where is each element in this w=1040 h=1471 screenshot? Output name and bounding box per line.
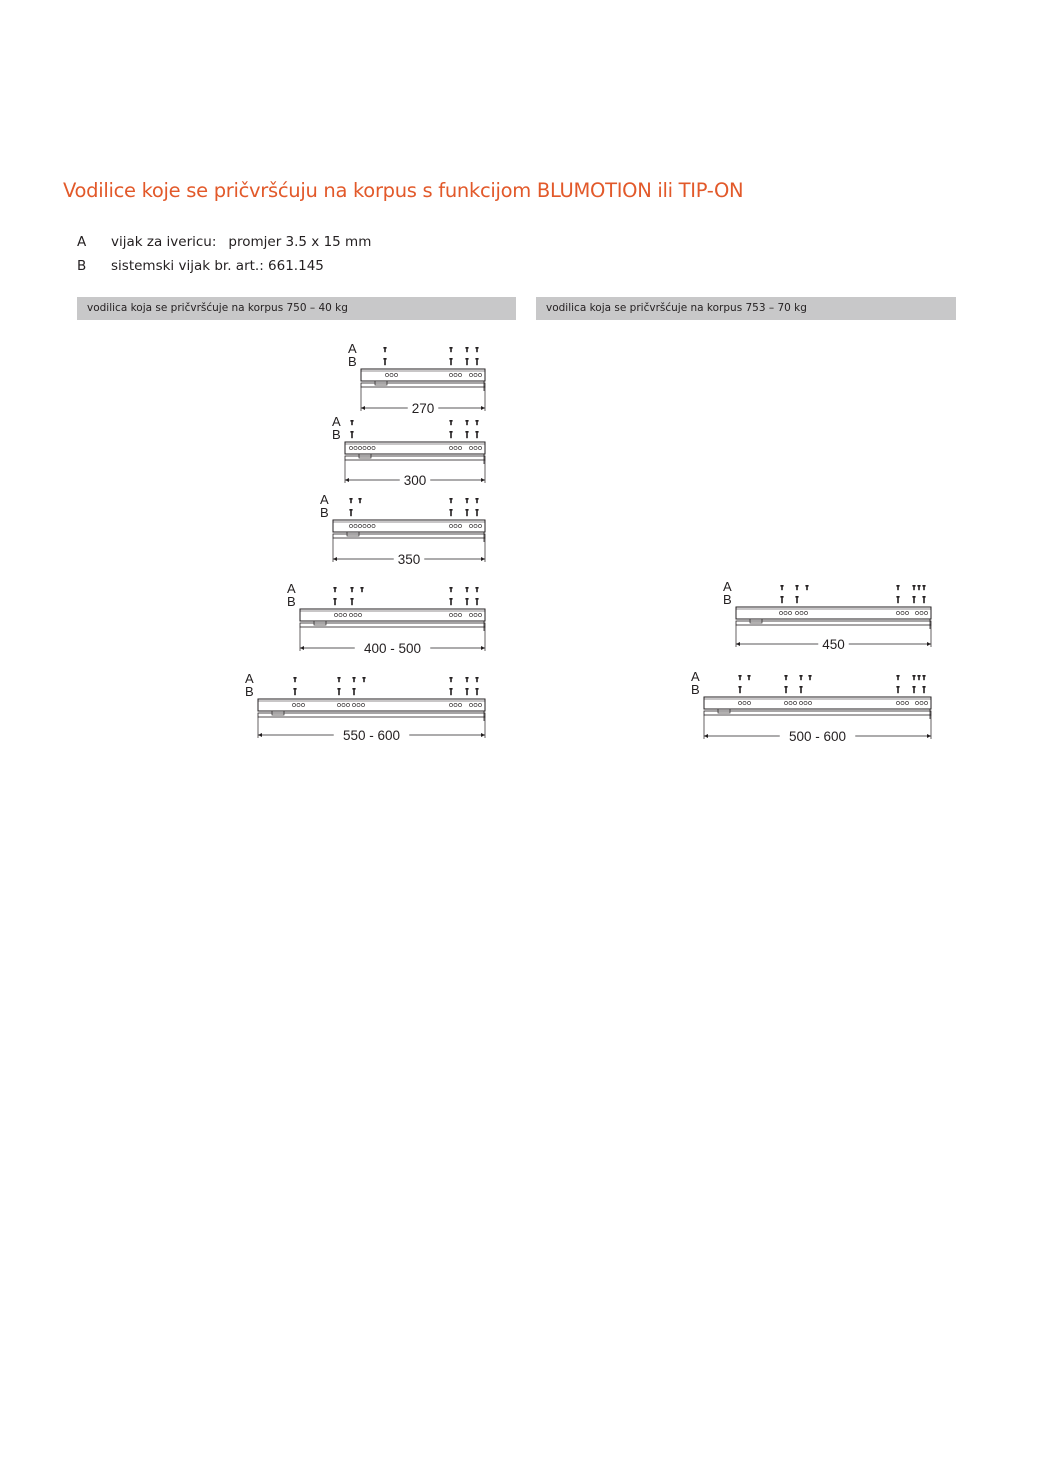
arrow-left-icon [258, 733, 262, 737]
mounting-hole [924, 611, 927, 614]
arrow-right-icon [481, 478, 485, 482]
screw-icon [349, 498, 352, 503]
label-a: A [245, 671, 254, 686]
screw-icon [360, 587, 363, 592]
screw-icon [349, 509, 352, 516]
dimension-label: 450 [822, 637, 845, 652]
arrow-right-icon [481, 406, 485, 410]
screw-icon [747, 675, 750, 680]
arrow-left-icon [736, 642, 740, 646]
screw-icon [475, 688, 478, 695]
mounting-hole [474, 613, 477, 616]
mounting-hole [896, 701, 899, 704]
mounting-hole [346, 703, 349, 706]
mounting-hole [358, 613, 361, 616]
runner-drawing [320, 492, 485, 567]
screw-icon [465, 598, 468, 605]
mounting-hole [337, 703, 340, 706]
screw-icon [475, 347, 478, 352]
mounting-hole [784, 701, 787, 704]
mounting-hole [394, 373, 397, 376]
mounting-hole [779, 611, 782, 614]
arrow-left-icon [345, 478, 349, 482]
legend-extra: promjer 3.5 x 15 mm [228, 234, 372, 250]
mounting-hole [469, 524, 472, 527]
label-b: B [287, 594, 296, 609]
mounting-hole [474, 703, 477, 706]
runner-drawing [348, 341, 485, 416]
page-title: Vodilice koje se pričvršćuju na korpus s funkcijom BLUMOTION ili TIP-ON [63, 179, 744, 202]
screw-icon [475, 431, 478, 438]
arrow-right-icon [481, 557, 485, 561]
screw-icon [912, 675, 915, 680]
arrow-right-icon [481, 733, 485, 737]
screw-icon [350, 420, 353, 425]
mounting-hole [354, 524, 357, 527]
mounting-hole [454, 373, 457, 376]
screw-icon [922, 675, 925, 680]
mounting-hole [449, 446, 452, 449]
arrow-right-icon [927, 642, 931, 646]
mounting-hole [349, 613, 352, 616]
screw-icon [352, 688, 355, 695]
dimension-label: 400 - 500 [363, 641, 422, 656]
label-b: B [245, 684, 254, 699]
mounting-hole [915, 611, 918, 614]
screw-icon [362, 677, 365, 682]
screw-icon [896, 585, 899, 590]
arrow-left-icon [300, 646, 304, 650]
screw-icon [784, 686, 787, 693]
mounting-hole [367, 446, 370, 449]
mounting-hole [458, 703, 461, 706]
screw-icon [799, 675, 802, 680]
legend-text: sistemski vijak br. art.: 661.145 [111, 258, 324, 274]
mounting-hole [743, 701, 746, 704]
screw-icon [795, 585, 798, 590]
arrow-left-icon [333, 557, 337, 561]
dimension-label: 550 - 600 [342, 728, 401, 743]
mounting-hole [367, 524, 370, 527]
screw-icon [475, 498, 478, 503]
screw-icon [922, 596, 925, 603]
mounting-hole [920, 701, 923, 704]
mounting-hole [788, 611, 791, 614]
mounting-hole [804, 701, 807, 704]
runner-rail [704, 711, 931, 715]
mounting-hole [339, 613, 342, 616]
dimension-label: 500 - 600 [788, 729, 847, 744]
screw-icon [337, 688, 340, 695]
label-a: A [287, 581, 296, 596]
screw-icon [896, 596, 899, 603]
runner-drawing [723, 579, 931, 652]
mounting-hole [343, 613, 346, 616]
label-a: A [723, 579, 732, 594]
label-b: B [320, 505, 329, 520]
screw-icon [350, 598, 353, 605]
mounting-hole [361, 703, 364, 706]
screw-icon [449, 420, 452, 425]
legend-text: vijak za ivericu: [111, 234, 217, 250]
runner-rail [300, 623, 485, 627]
mounting-hole [454, 613, 457, 616]
mounting-hole [478, 703, 481, 706]
mounting-hole [449, 373, 452, 376]
runner-drawing [287, 581, 485, 656]
mounting-hole [804, 611, 807, 614]
arrow-left-icon [704, 734, 708, 738]
mounting-hole [747, 701, 750, 704]
screw-icon [333, 598, 336, 605]
mounting-hole [789, 701, 792, 704]
runner-rail [258, 713, 485, 717]
mounting-hole [795, 611, 798, 614]
mounting-hole [738, 701, 741, 704]
mounting-hole [358, 524, 361, 527]
section-header-753: vodilica koja se pričvršćuje na korpus 753 – 70 kg [536, 297, 956, 320]
screw-icon [465, 587, 468, 592]
screw-icon [333, 587, 336, 592]
screw-icon [922, 686, 925, 693]
mounting-hole [334, 613, 337, 616]
screw-icon [896, 675, 899, 680]
legend-key: B [77, 258, 87, 274]
screw-icon [465, 420, 468, 425]
mounting-hole [363, 524, 366, 527]
mounting-hole [363, 446, 366, 449]
mounting-hole [474, 524, 477, 527]
mounting-hole [905, 611, 908, 614]
screw-icon [922, 585, 925, 590]
mounting-hole [469, 446, 472, 449]
mounting-hole [449, 524, 452, 527]
screw-icon [350, 431, 353, 438]
mounting-hole [478, 373, 481, 376]
dimension-label: 300 [403, 473, 427, 488]
arrow-right-icon [481, 646, 485, 650]
runner-drawing [245, 671, 485, 743]
screw-icon [449, 431, 452, 438]
mounting-hole [354, 446, 357, 449]
screw-icon [449, 358, 452, 365]
mounting-hole [454, 524, 457, 527]
mounting-hole [458, 446, 461, 449]
screw-icon [449, 498, 452, 503]
mounting-hole [458, 524, 461, 527]
screw-icon [917, 675, 920, 680]
screw-icon [449, 677, 452, 682]
mounting-hole [352, 703, 355, 706]
screw-icon [912, 686, 915, 693]
mounting-hole [385, 373, 388, 376]
label-a: A [320, 492, 329, 507]
mounting-hole [474, 446, 477, 449]
screw-icon [805, 585, 808, 590]
screw-icon [808, 675, 811, 680]
legend-key: A [77, 234, 87, 250]
screw-icon [475, 509, 478, 516]
screw-icon [917, 585, 920, 590]
label-b: B [723, 592, 732, 607]
screw-icon [465, 677, 468, 682]
screw-icon [912, 596, 915, 603]
screw-icon [780, 585, 783, 590]
mounting-hole [301, 703, 304, 706]
screw-icon [449, 509, 452, 516]
screw-icon [795, 596, 798, 603]
mounting-hole [901, 701, 904, 704]
screw-icon [449, 347, 452, 352]
dimension-label: 350 [397, 552, 421, 567]
mounting-hole [458, 373, 461, 376]
arrow-left-icon [361, 406, 365, 410]
mounting-hole [454, 703, 457, 706]
mounting-hole [372, 446, 375, 449]
screw-icon [449, 587, 452, 592]
label-b: B [348, 354, 357, 369]
mounting-hole [292, 703, 295, 706]
screw-icon [896, 686, 899, 693]
screw-icon [293, 677, 296, 682]
mounting-hole [924, 701, 927, 704]
screw-icon [475, 587, 478, 592]
screw-icon [352, 677, 355, 682]
mounting-hole [920, 611, 923, 614]
mounting-hole [469, 613, 472, 616]
screw-icon [358, 498, 361, 503]
screw-icon [293, 688, 296, 695]
screw-icon [383, 347, 386, 352]
mounting-hole [478, 446, 481, 449]
screw-icon [475, 598, 478, 605]
screw-icon [337, 677, 340, 682]
mounting-hole [799, 701, 802, 704]
screw-icon [449, 688, 452, 695]
screw-icon [475, 358, 478, 365]
runner-drawing [691, 669, 931, 744]
screw-icon [465, 509, 468, 516]
dimension-label: 270 [411, 401, 435, 416]
screw-icon [465, 688, 468, 695]
screw-icon [799, 686, 802, 693]
mounting-hole [349, 524, 352, 527]
mounting-hole [469, 703, 472, 706]
mounting-hole [905, 701, 908, 704]
mounting-hole [372, 524, 375, 527]
screw-icon [383, 358, 386, 365]
mounting-hole [478, 613, 481, 616]
mounting-hole [390, 373, 393, 376]
mounting-hole [297, 703, 300, 706]
mounting-hole [458, 613, 461, 616]
mounting-hole [478, 524, 481, 527]
mounting-hole [342, 703, 345, 706]
screw-icon [780, 596, 783, 603]
screw-icon [738, 675, 741, 680]
mounting-hole [784, 611, 787, 614]
screw-icon [465, 358, 468, 365]
screw-icon [475, 420, 478, 425]
mounting-hole [800, 611, 803, 614]
label-a: A [332, 414, 341, 429]
screw-icon [912, 585, 915, 590]
screw-icon [784, 675, 787, 680]
runner-drawing [332, 414, 485, 488]
mounting-hole [896, 611, 899, 614]
section-header-750: vodilica koja se pričvršćuje na korpus 750 – 40 kg [77, 297, 516, 320]
mounting-hole [901, 611, 904, 614]
arrow-right-icon [927, 734, 931, 738]
label-a: A [691, 669, 700, 684]
mounting-hole [474, 373, 477, 376]
mounting-hole [358, 446, 361, 449]
screw-icon [475, 677, 478, 682]
mounting-hole [449, 703, 452, 706]
screw-icon [465, 347, 468, 352]
screw-icon [465, 498, 468, 503]
screw-icon [465, 431, 468, 438]
mounting-hole [349, 446, 352, 449]
mounting-hole [357, 703, 360, 706]
runner-rail [736, 621, 931, 625]
mounting-hole [793, 701, 796, 704]
mounting-hole [808, 701, 811, 704]
label-b: B [332, 427, 341, 442]
screw-icon [350, 587, 353, 592]
mounting-hole [469, 373, 472, 376]
screw-icon [738, 686, 741, 693]
label-b: B [691, 682, 700, 697]
mounting-hole [449, 613, 452, 616]
screw-icon [449, 598, 452, 605]
label-a: A [348, 341, 357, 356]
mounting-hole [354, 613, 357, 616]
mounting-hole [915, 701, 918, 704]
mounting-hole [454, 446, 457, 449]
